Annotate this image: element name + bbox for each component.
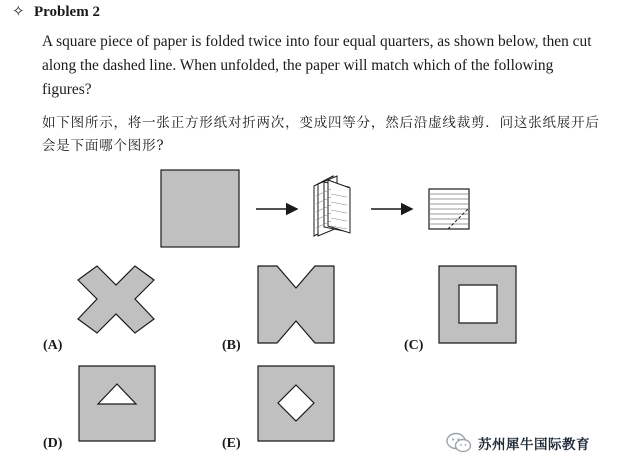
- option-a-label[interactable]: (A): [43, 338, 63, 353]
- option-b-shape: [258, 266, 334, 343]
- option-a-shape: [78, 266, 154, 333]
- watermark: [446, 430, 590, 456]
- option-d-label[interactable]: (D): [43, 436, 63, 451]
- watermark-text: 苏州犀牛国际教育: [478, 437, 590, 453]
- folded-paper-stack: [314, 176, 350, 236]
- problem-text-english: A square piece of paper is folded twice into four equal quarters, as shown below, then cut along the dashed line. When unfolded, the paper will match which of the following figures?: [42, 33, 592, 98]
- option-c-shape: [439, 266, 516, 343]
- folded-quarter-with-cut-line: [429, 189, 469, 229]
- wechat-icon: [446, 432, 472, 454]
- unfolded-square-paper: [161, 170, 239, 247]
- problem-text-chinese: 如下图所示，将一张正方形纸对折两次，变成四等分，然后沿虚线裁剪．问这张纸展开后会是下面哪个图形?: [42, 115, 600, 154]
- option-c-label[interactable]: (C): [404, 338, 424, 353]
- option-e-label[interactable]: (E): [222, 436, 241, 451]
- option-d-shape: [79, 366, 155, 441]
- option-e-shape: [258, 366, 334, 441]
- problem-title: Problem 2: [34, 4, 100, 20]
- star-icon: ✧: [12, 4, 25, 20]
- option-b-label[interactable]: (B): [222, 338, 241, 353]
